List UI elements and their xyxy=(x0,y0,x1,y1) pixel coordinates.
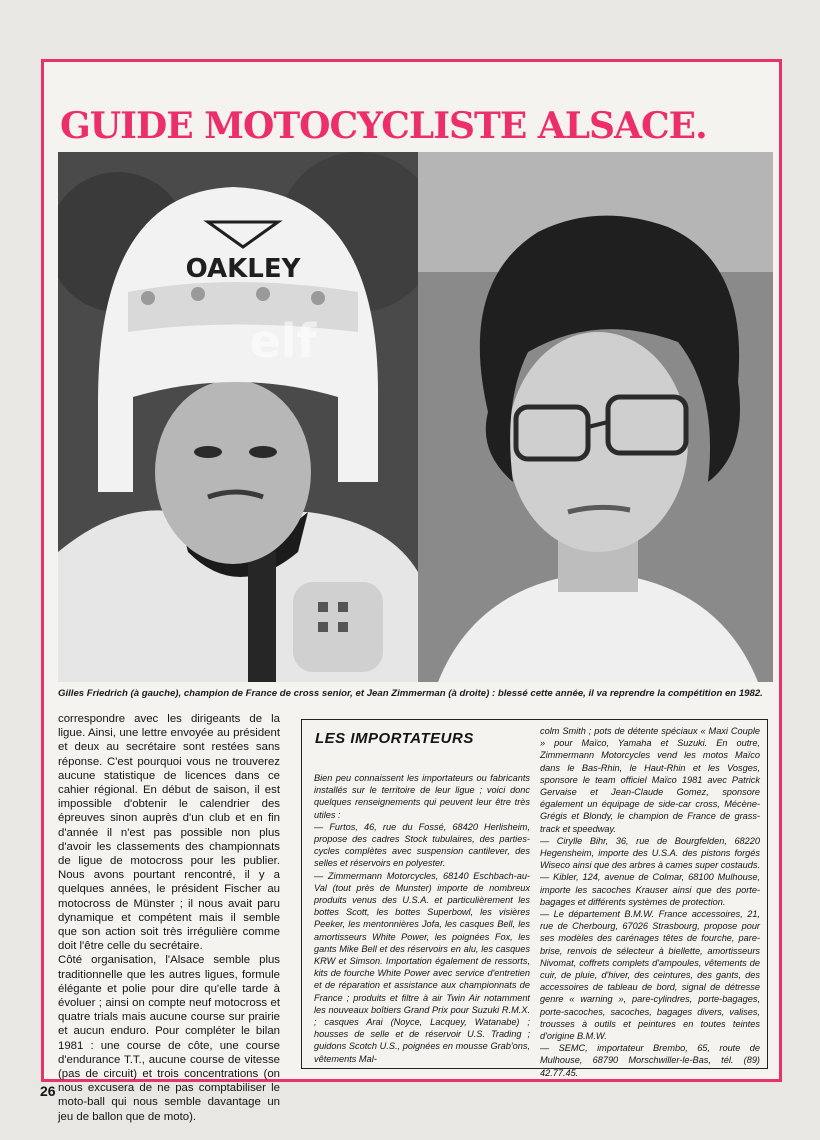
box-paragraph: — Zimmermann Motorcycles, 68140 Eschbach-au-Val (tout près de Munster) importe de nombreux produits venus des U.S.A. et particulièrement les bottes Scott, les bottes Superbowl, les visières Peeker, les mentonnières Jofa, les casques Bell, les amortisseurs White Power, les poignées Fox, les gants Mike Bell et des réservoirs en alu, les casques KRW et Simson. Importation également de ressorts, kits de fourche White Power avec service d'entretien et de réparation et assistance aux championnats de France ; produits et filtre à air Twin Air notamment les nouveaux boîtiers Grand Prix pour Suzuki R.M.X. ; casques Arai (Noyce, Lacquey, Watanabe) ; housses de selle et de réservoir U.S. Trading ; guidons Scotch U.S., poignées en mousse Grab'ons, vêtements Mal- xyxy=(314,870,530,1064)
box-title: LES IMPORTATEURS xyxy=(315,730,474,747)
box-paragraph: — Le département B.M.W. France accessoires, 21, rue de Cherbourg, 67026 Strasbourg, propose pour ses modèles des carénages têtes de fourche, pare-brise, renvois de sélecteur à biellette, amortisseurs Nivomat, coffrets complets d'ampoules, vêtements de cuir, de pluie, d'hiver, des ceintures, des gants, des accessoires de tableau de bord, signal de détresse genre « warning », pare-cylindres, porte-bagages, porte-sacoches, sacoches, bagages divers, valises, trousses à outils et peintures en toutes teintes d'origine B.M.W. xyxy=(540,909,760,1042)
helmet-visor-text: elf xyxy=(249,314,317,368)
photo-caption: Gilles Friedrich (à gauche), champion de France de cross senior, et Jean Zimmerman (à droite) : blessé cette année, il va reprendre la compétition en 1982. xyxy=(58,688,763,699)
box-column-1 xyxy=(314,772,530,1065)
box-paragraph: — Cirylle Bihr, 36, rue de Bourgfelden, 68220 Hegensheim, importe des U.S.A. des pistons forgés Wiseco ainsi que des arbres à cames super costauds. xyxy=(540,835,761,871)
man-glasses-illustration xyxy=(418,152,773,682)
page-number: 26 xyxy=(40,1083,56,1099)
article-paragraph: correspondre avec les dirigeants de la ligue. Ainsi, une lettre envoyée au président et deux au secrétaire sont restées sans réponse. C'est pourquoi vous ne trouverez aucune statistique de licences dans ce cahier régional. En début de saison, il est impossible d'obtenir le calendrier des épreuves sinon auprès d'un club et en fin d'année il n'est pas possible non plus d'avoir les classements des championnats de ligue de motocross pour les publier. Nous avons pourtant rencontré, il y a quelques années, le président Fischer au motocross de Münster ; il nous avait paru dynamique et compétent mais il semble que son action soit très irrégulière comme doit l'être celle du secrétaire. xyxy=(58,713,280,953)
photo-jean-zimmerman xyxy=(418,152,773,682)
rider-helmet-illustration xyxy=(58,152,418,682)
box-paragraph: — Furtos, 46, rue du Fossé, 68420 Herlisheim, propose des cadres Stock tubulaires, des parties-cycles complètes avec suspension cantilever, des selles et réservoirs en polyester. xyxy=(314,821,530,869)
helmet-brand-text: OAKLEY xyxy=(185,254,301,284)
box-column-2 xyxy=(540,725,760,1079)
box-paragraph: — Kibler, 124, avenue de Colmar, 68100 Mulhouse, importe les sacoches Krauser ainsi que des porte-bagages et différents systèmes de protection. xyxy=(540,872,760,907)
box-paragraph: colm Smith ; pots de détente spéciaux « Maxi Couple » pour Maïco, Yamaha et Suzuki. En outre, Zimmermann Motorcycles vend les motos Maïco dans le Bas-Rhin, le Haut-Rhin et les Vosges, sponsore le team officiel Maïco 1981 avec Patrick Gervaise et Jean-Claude Gomez, sponsore également un équipage de side-car cross, Mécène-Grégis et Blondy, le champion de France de grass-track et speedway. xyxy=(540,726,760,834)
article-paragraph: Côté organisation, l'Alsace semble plus traditionnelle que les autres ligues, formule élégante et polie pour dire qu'elle tarde à évoluer ; ainsi on compte neuf motocross et quatre trials mais aucune course sur prairie et aucun enduro. Pour compléter le bilan 1981 : une course de côte, une course d'endurance T.T., aucune course de vitesse (pas de circuit) et trois concentrations (on nous excusera de ne pas comptabiliser le moto-ball qui nous semble davantage un jeu de ballon que de moto). xyxy=(58,954,280,1123)
box-paragraph: Bien peu connaissent les importateurs ou fabricants installés sur le territoire de leur ligue ; voici donc quelques renseignements qui peuvent leur être très utiles : xyxy=(314,773,530,820)
box-paragraph: — SEMC, importateur Brembo, 65, route de Mulhouse, 68790 Morschwiller-le-Bas, tél. (89) 42.77.45. xyxy=(540,1043,760,1078)
page-title: GUIDE MOTOCYCLISTE ALSACE. xyxy=(60,105,707,147)
article-left-column xyxy=(58,712,280,1124)
photo-gilles-friedrich xyxy=(58,152,418,682)
